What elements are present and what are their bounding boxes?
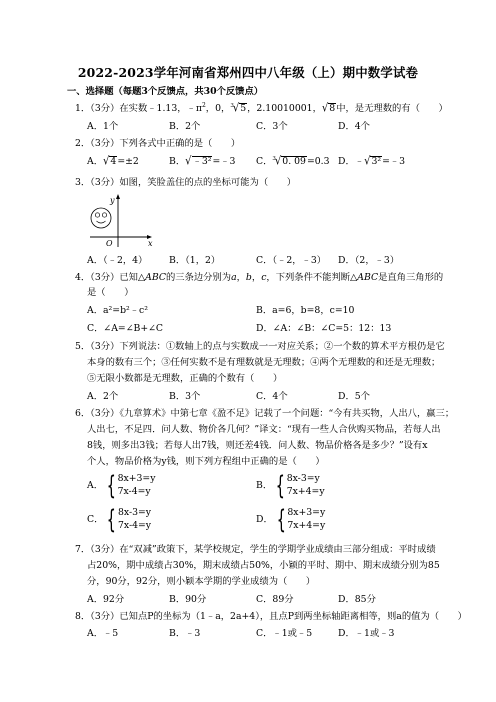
question-4-stem: 4．（3分）已知△ABC的三条边分别为a，b，c，下列条件不能判断△ABC是直角三角形的 — [75, 272, 444, 283]
question-6-stem-cont: 人出七，不足四．问人数、物价各几何？”译文：“现有一些人合伙购买物品，若每人出 — [87, 424, 441, 435]
q8-option-d[interactable]: D．﹣1或﹣3 — [338, 628, 395, 639]
y-axis-arrow — [116, 194, 120, 199]
q1-option-a[interactable]: A．1个 — [87, 121, 119, 132]
q1-option-c[interactable]: C．3个 — [256, 121, 288, 132]
smiley-face-icon — [91, 208, 111, 228]
q3-option-b[interactable]: B．（1，2） — [169, 255, 221, 266]
question-6-stem-cont: 个人，物品价格为y钱，则下列方程组中正确的是（ ） — [87, 456, 325, 467]
question-6-stem: 6．（3分）《九章算术》中第七章《盈不足》记载了一个问题：“今有共买物，人出八，赢三； — [75, 408, 455, 419]
question-3-stem: 3．（3分）如图，笑脸盖住的点的坐标可能为（ ） — [75, 177, 297, 188]
question-5-stem-cont: ⑤无限小数都是无理数，正确的个数有（ ） — [87, 373, 283, 384]
question-5-stem-cont: 本身的数有三个；③任何实数不是有理数就是无理数；④两个无理数的和还是无理数； — [87, 357, 441, 368]
question-6-stem-cont: 8钱，则多出3钱；若每人出7钱，则还差4钱．问人数、物品价格各是多少？”设有x — [87, 440, 428, 451]
question-7-stem-cont: 占20%，期中成绩占30%，期末成绩占50%，小颖的平时、期中、期末成绩分别为85 — [87, 560, 440, 571]
question-8-stem: 8．（3分）已知点P的坐标为（1﹣a，2a+4），且点P到两坐标轴距离相等，则a的值为（ ） — [75, 611, 467, 622]
q6-option-d[interactable]: D． { 8x+3=y 7x+4=y — [256, 505, 326, 535]
q5-option-a[interactable]: A．2个 — [87, 391, 119, 402]
q7-option-b[interactable]: B．90分 — [169, 594, 207, 605]
question-2-stem: 2．（3分）下列各式中正确的是（ ） — [75, 138, 241, 149]
q8-option-a[interactable]: A．﹣5 — [87, 628, 119, 639]
exam-title: 2022-2023学年河南省郑州四中八年级（上）期中数学试卷 — [77, 65, 419, 80]
q1-option-b[interactable]: B．2个 — [169, 121, 201, 132]
question-1-stem: 1．（3分）在实数﹣1.13，$﹣\pi^2$，0，$^3$√5，2.10010001，√8中，是无理数的有（ ） — [75, 102, 448, 115]
q5-option-b[interactable]: B．3个 — [169, 391, 201, 402]
q4-option-b[interactable]: B．a=6，b=8，c=10 — [256, 305, 355, 316]
y-axis-label: y — [110, 196, 115, 205]
q8-option-c[interactable]: C．﹣1或﹣5 — [256, 628, 313, 639]
q5-option-d[interactable]: D．5个 — [338, 391, 370, 402]
question-7-stem: 7．（3分）在“双减”政策下，某学校规定，学生的学期学业成绩由三部分组成：平时成绩 — [75, 544, 436, 555]
x-axis-label: x — [148, 239, 153, 248]
q1-option-d[interactable]: D．4个 — [338, 121, 370, 132]
q2-option-d[interactable]: D．﹣√3²=﹣3 — [338, 155, 406, 168]
question-4-stem-cont: 是（ ） — [87, 287, 134, 298]
q3-option-c[interactable]: C．（﹣2，﹣3） — [256, 255, 327, 266]
coordinate-figure — [84, 193, 164, 249]
q3-option-a[interactable]: A．（﹣2，4） — [87, 255, 148, 266]
question-7-stem-cont: 分，90分，92分，则小颖本学期的学业成绩为（ ） — [87, 576, 316, 587]
section-heading: 一、选择题（每题3个反馈点，共30个反馈点） — [67, 86, 264, 97]
q4-option-a[interactable]: A．a²=b²﹣c² — [87, 305, 148, 316]
origin-label: O — [106, 239, 113, 248]
question-5-stem: 5．（3分）下列说法：①数轴上的点与实数成一一对应关系；②一个数的算术平方根仍是它 — [75, 341, 445, 352]
q6-option-c[interactable]: C． { 8x-3=y 7x-4=y — [87, 505, 152, 535]
q3-option-d[interactable]: D．（2，﹣3） — [338, 255, 400, 266]
q7-option-d[interactable]: D．85分 — [338, 594, 376, 605]
q4-option-c[interactable]: C．∠A=∠B+∠C — [87, 323, 164, 334]
q8-option-b[interactable]: B．﹣3 — [169, 628, 201, 639]
q6-option-a[interactable]: A． { 8x+3=y 7x-4=y — [87, 471, 156, 501]
q2-option-c[interactable]: C．$^3$√0. 09=0.3 — [256, 155, 330, 168]
q2-option-b[interactable]: B．√﹣3²=﹣3 — [169, 155, 236, 168]
q2-option-a[interactable]: A．√4=±2 — [87, 155, 139, 168]
q7-option-c[interactable]: C．89分 — [256, 594, 294, 605]
q5-option-c[interactable]: C．4个 — [256, 391, 288, 402]
q6-option-b[interactable]: B． { 8x-3=y 7x+4=y — [256, 471, 325, 501]
q4-option-d[interactable]: D．∠A：∠B：∠C=5：12：13 — [256, 323, 392, 334]
q7-option-a[interactable]: A．92分 — [87, 594, 125, 605]
